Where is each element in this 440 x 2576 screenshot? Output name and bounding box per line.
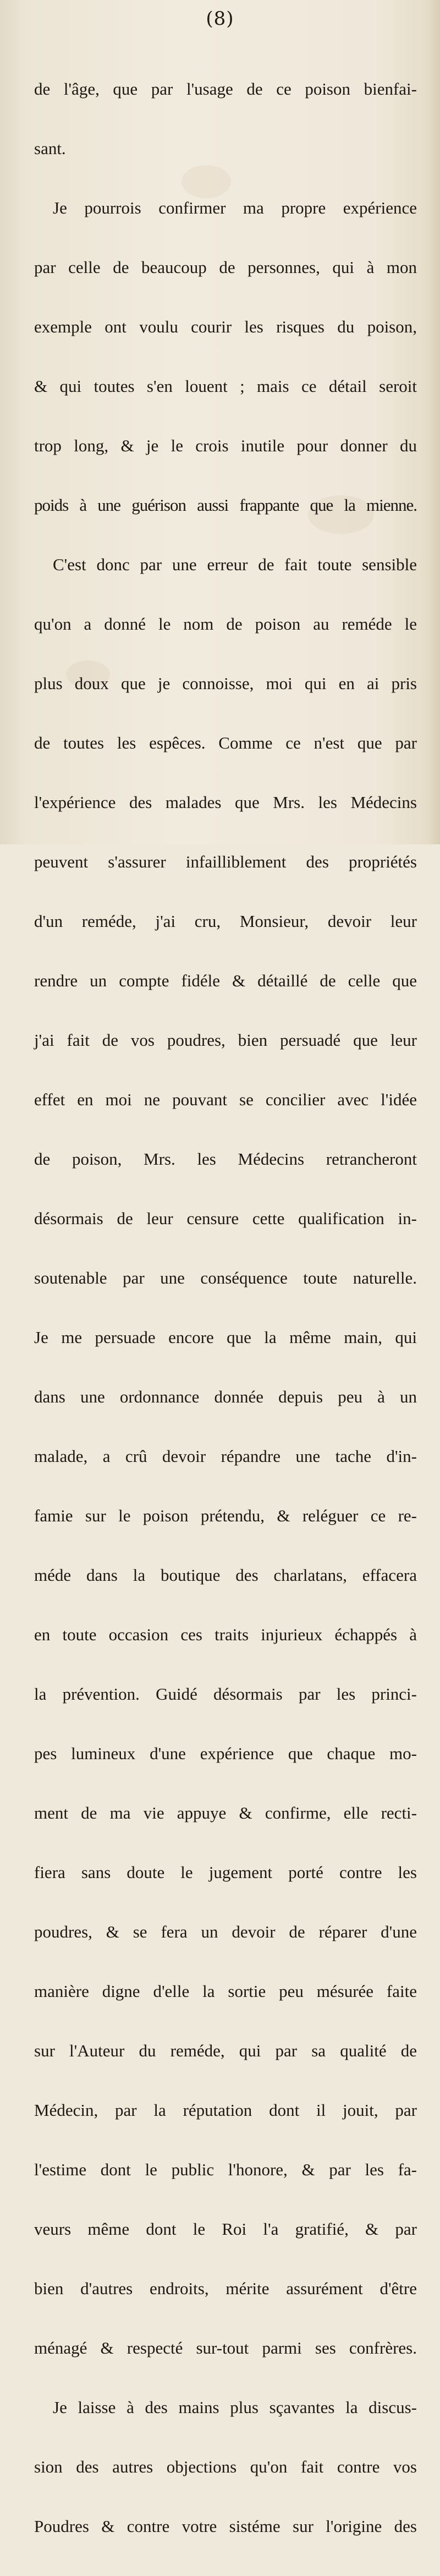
text-line: dans une ordonnance donnée depuis peu à un: [34, 1387, 417, 1406]
text-line: de poison, Mrs. les Médecins retrancheront: [34, 1149, 417, 1169]
text-line: de toutes les espêces. Comme ce n'est que par: [34, 733, 417, 752]
text-line: rendre un compte fidéle & détaillé de celle que: [34, 971, 417, 990]
text-line: sion des autres objections qu'on fait contre vos: [34, 2457, 417, 2476]
text-line: pes lumineux d'une expérience que chaque mo-: [34, 1744, 417, 1763]
text-line: peuvent s'assurer infailliblement des propriétés: [34, 852, 417, 871]
text-line: sur l'Auteur du reméde, qui par sa qualité de: [34, 2041, 417, 2060]
text-line: poudres, & se fera un devoir de réparer d'une: [34, 1922, 417, 1941]
text-line: ment de ma vie appuye & confirme, elle recti-: [34, 1803, 417, 1822]
paragraph-start-line: Je laisse à des mains plus sçavantes la discus-: [53, 2398, 417, 2417]
text-line: soutenable par une conséquence toute naturelle.: [34, 1268, 417, 1287]
text-line: qu'on a donné le nom de poison au reméde le: [34, 614, 417, 634]
text-line: poids à une guérison aussi frappante que la mienne.: [34, 495, 417, 515]
text-line: malade, a crû devoir répandre une tache d'in-: [34, 1447, 417, 1466]
text-line: l'estime dont le public l'honore, & par les fa-: [34, 2160, 417, 2179]
text-line: trop long, & je le crois inutile pour donner du: [34, 436, 417, 455]
text-line: effet en moi ne pouvant se concilier avec l'idée: [34, 1090, 417, 1109]
text-line: veurs même dont le Roi l'a gratifié, & par: [34, 2219, 417, 2239]
text-line: & qui toutes s'en louent ; mais ce détail seroit: [34, 376, 417, 396]
text-line: plus doux que je connoisse, moi qui en ai pris: [34, 674, 417, 693]
text-line: par celle de beaucoup de personnes, qui à mon: [34, 258, 417, 277]
text-line: en toute occasion ces traits injurieux échappés à: [34, 1625, 417, 1644]
text-line: la prévention. Guidé désormais par les princi-: [34, 1684, 417, 1704]
text-line: famie sur le poison prétendu, & reléguer ce re-: [34, 1506, 417, 1525]
text-line: exemple ont voulu courir les risques du poison,: [34, 317, 417, 336]
paragraph-start-line: C'est donc par une erreur de fait toute sensible: [53, 555, 417, 574]
text-line: l'expérience des malades que Mrs. les Médecins: [34, 793, 417, 812]
text-line: Médecin, par la réputation dont il jouit, par: [34, 2100, 417, 2120]
paragraph-start-line: Je pourrois confirmer ma propre expérience: [53, 198, 417, 217]
text-line: de l'âge, que par l'usage de ce poison bienfai-: [34, 79, 417, 99]
body-text: [34, 40, 417, 2536]
text-line: j'ai fait de vos poudres, bien persuadé que leur: [34, 1030, 417, 1050]
text-line: Poudres & contre votre sistéme sur l'origine des: [34, 2517, 417, 2536]
text-line: d'un reméde, j'ai cru, Monsieur, devoir leur: [34, 912, 417, 931]
text-line: manière digne d'elle la sortie peu mésurée faite: [34, 1982, 417, 2001]
text-line: fiera sans doute le jugement porté contre les: [34, 1863, 417, 1882]
text-line: Je me persuade encore que la même main, qui: [34, 1328, 417, 1347]
text-line: bien d'autres endroits, mérite assurément d'être: [34, 2279, 417, 2298]
text-line: désormais de leur censure cette qualification in-: [34, 1209, 417, 1228]
text-line: ménagé & respecté sur-tout parmi ses confrères.: [34, 2338, 417, 2357]
text-line: sant.: [34, 139, 66, 158]
text-line: méde dans la boutique des charlatans, effacera: [34, 1565, 417, 1585]
page-number: (8): [206, 8, 234, 30]
